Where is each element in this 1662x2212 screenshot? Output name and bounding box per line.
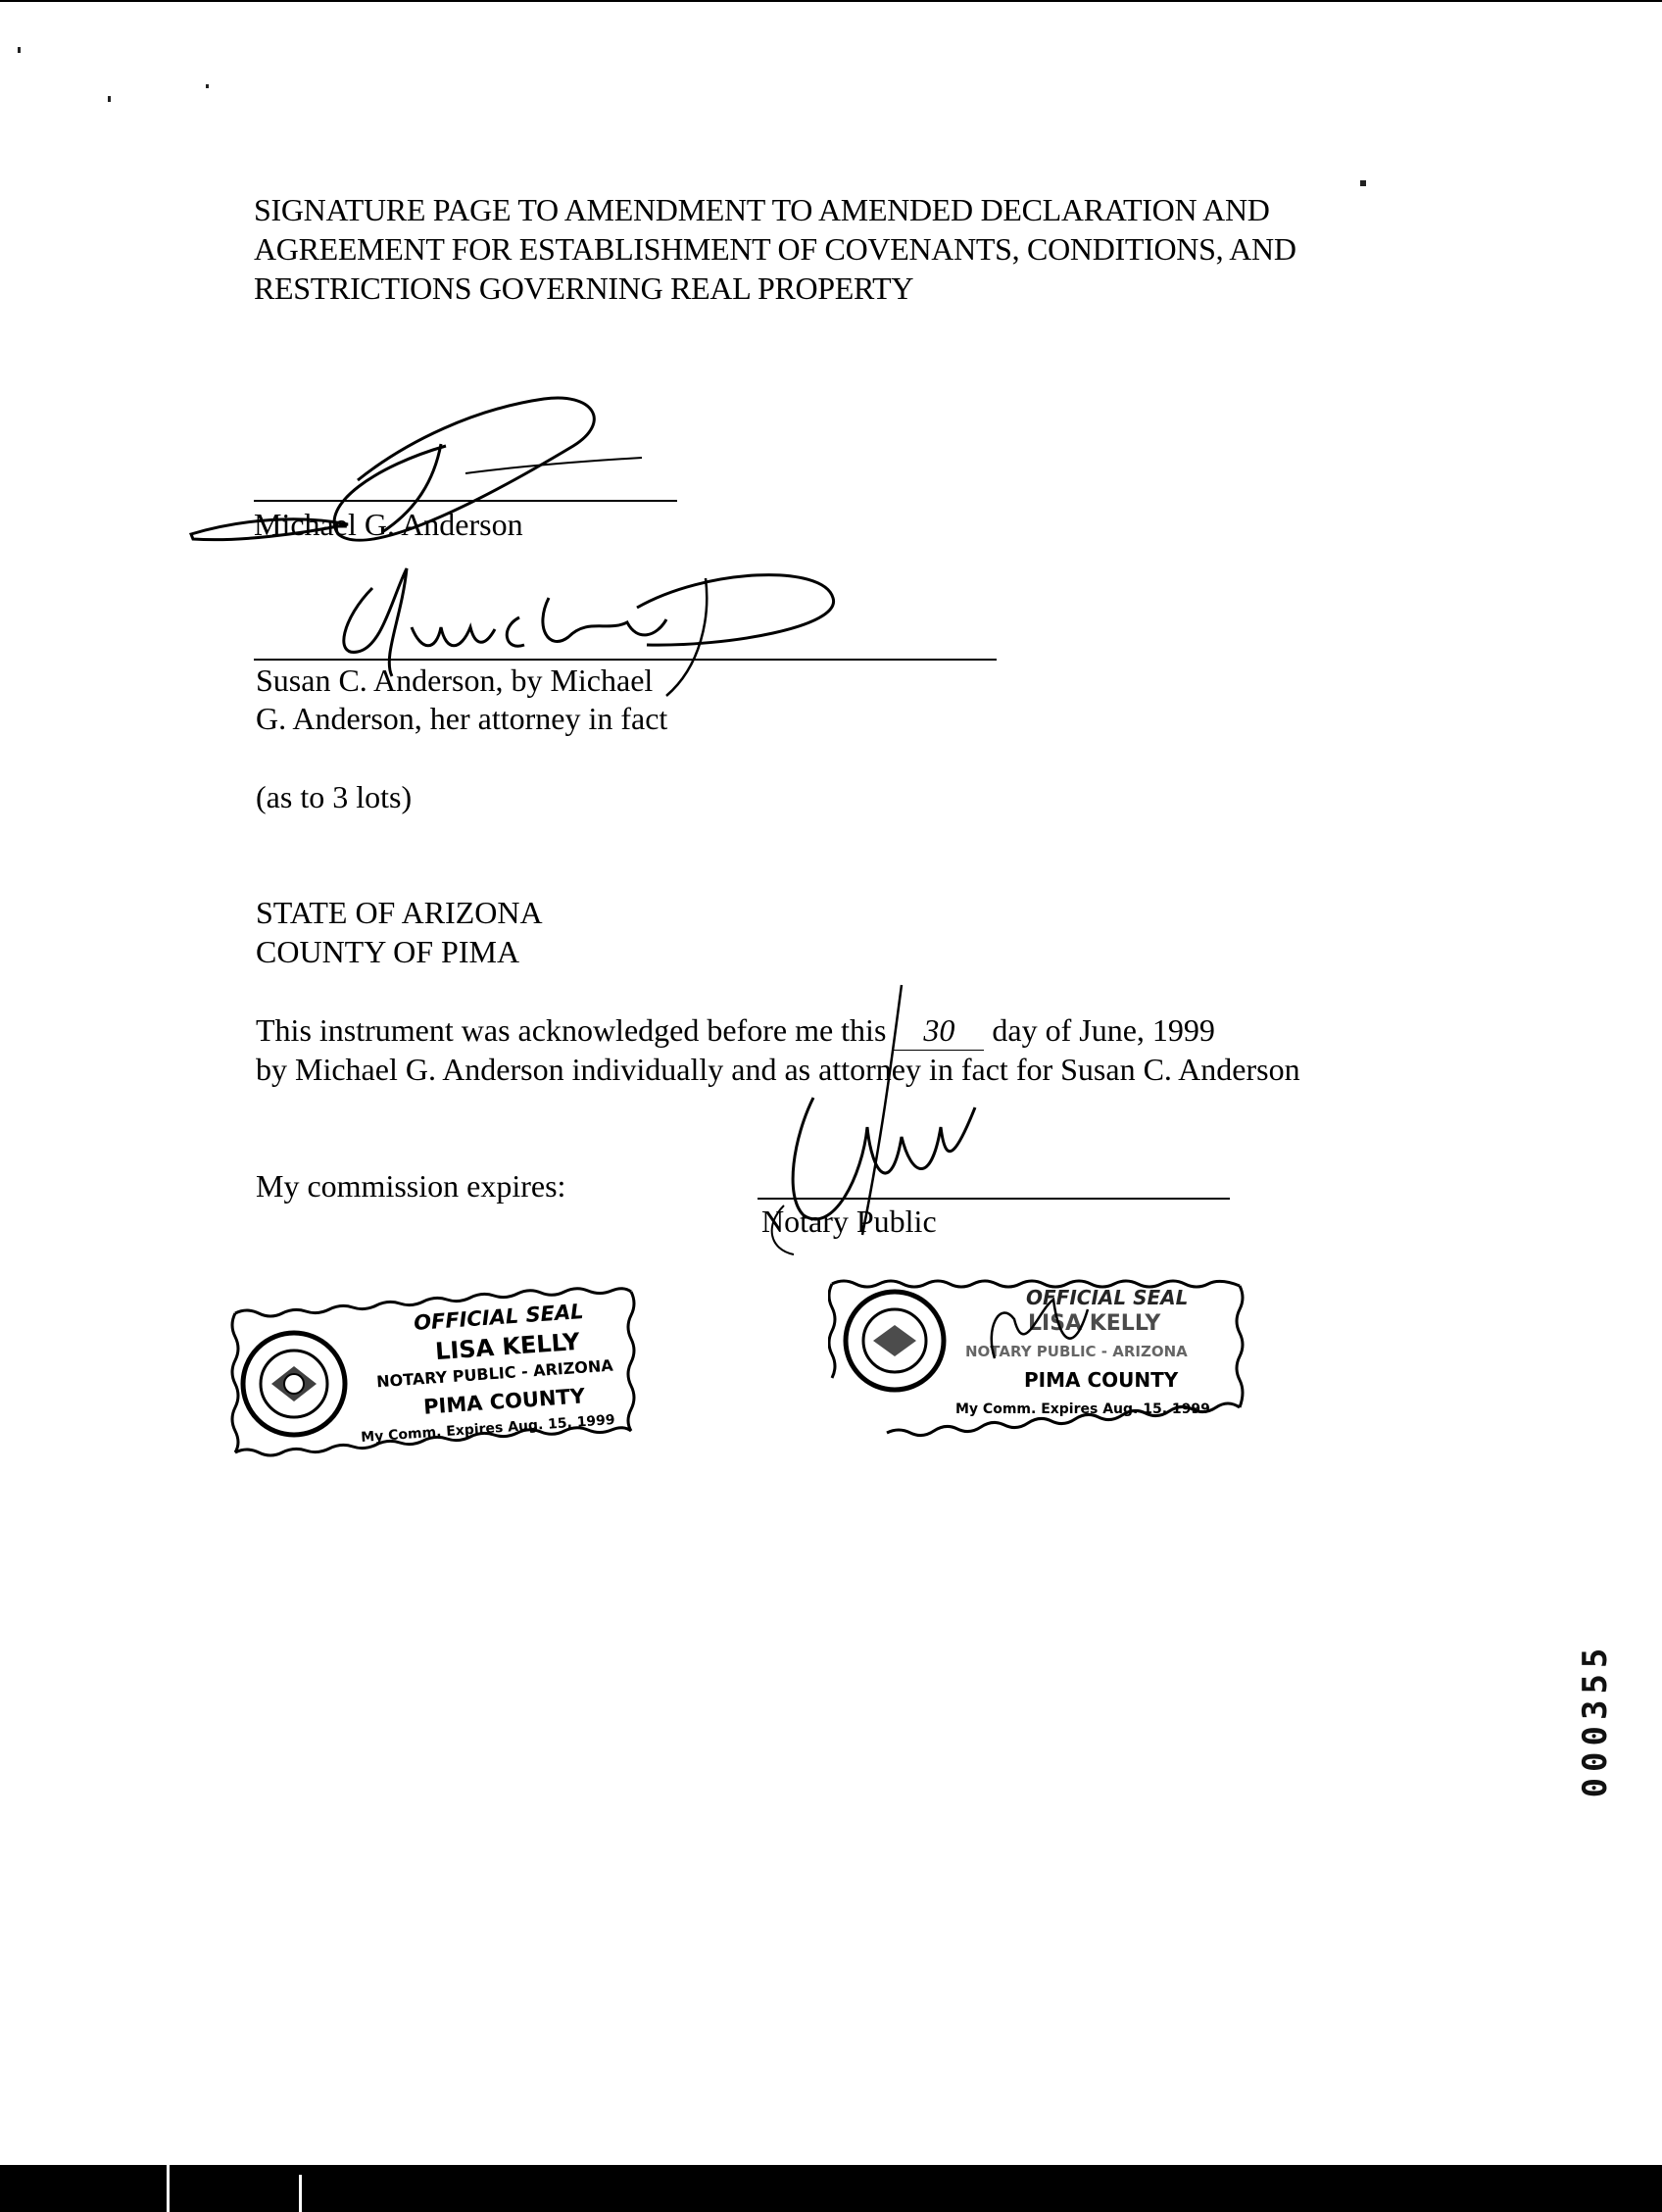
page-number-stamp [1576, 1558, 1615, 1882]
seal-1-line-2: LISA KELLY [434, 1327, 581, 1366]
signer-2-line-2: G. Anderson, her attorney in fact [256, 701, 668, 736]
seal-1-line-4: PIMA COUNTY [422, 1384, 586, 1419]
ack-suffix: day of June, 1999 [992, 1012, 1215, 1048]
seal-2-line-2: LISA KELLY [1028, 1311, 1161, 1336]
acknowledgement-line-1 [256, 1010, 1215, 1051]
seal-2-line-1: OFFICIAL SEAL [1026, 1286, 1189, 1309]
signer-2-line-1: Susan C. Anderson, by Michael [256, 663, 654, 698]
ack-day-value: 30 [923, 1012, 955, 1048]
seal-2-line-5: My Comm. Expires Aug. 15, 1999 [955, 1401, 1210, 1417]
seal-1-line-1: OFFICIAL SEAL [413, 1299, 585, 1336]
official-seal-2 [828, 1270, 1245, 1439]
acknowledgement-line-2: by Michael G. Anderson individually and as attorney in fact for Susan C. Anderson [256, 1052, 1300, 1087]
bottom-scan-ticks [162, 2165, 309, 2212]
county-line: COUNTY OF PIMA [256, 934, 520, 969]
seal-2-line-4: PIMA COUNTY [1024, 1368, 1179, 1392]
top-border [0, 0, 1662, 2]
lots-note: (as to 3 lots) [256, 779, 413, 814]
notary-signature-line [758, 1198, 1230, 1200]
notary-public-label: Notary Public [761, 1204, 937, 1239]
document-title [254, 190, 1296, 308]
seal-1-line-3: NOTARY PUBLIC - ARIZONA [375, 1355, 614, 1392]
scan-speck [18, 47, 21, 53]
commission-expires-label: My commission expires: [256, 1168, 566, 1204]
scan-speck [206, 84, 209, 88]
seal-1-line-5: My Comm. Expires Aug. 15, 1999 [360, 1411, 616, 1447]
seal-2-line-3: NOTARY PUBLIC - ARIZONA [965, 1343, 1188, 1360]
state-line: STATE OF ARIZONA [256, 895, 543, 930]
title-line-1: SIGNATURE PAGE TO AMENDMENT TO AMENDED DECLARATION AND [254, 192, 1270, 227]
official-seal-1 [227, 1286, 641, 1464]
ack-prefix: This instrument was acknowledged before me this [256, 1012, 887, 1048]
title-line-2: AGREEMENT FOR ESTABLISHMENT OF COVENANTS, CONDITIONS, AND [254, 231, 1296, 267]
scan-speck [108, 96, 111, 102]
signer-1-name: Michael G. Anderson [254, 507, 523, 542]
scan-speck [1360, 180, 1366, 186]
title-line-3: RESTRICTIONS GOVERNING REAL PROPERTY [254, 270, 914, 306]
page-number-stamp-text: 000355 [1576, 1642, 1615, 1798]
